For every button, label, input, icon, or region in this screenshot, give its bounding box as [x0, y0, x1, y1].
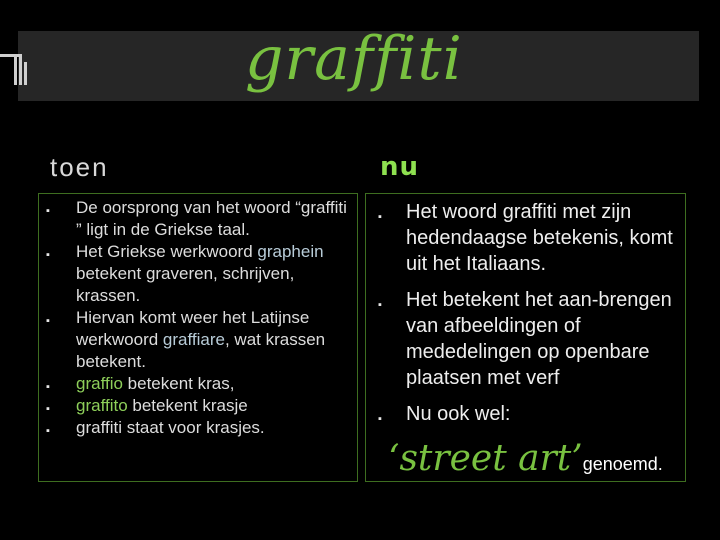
bullet-icon: ▪ — [378, 413, 382, 425]
list-item — [44, 417, 354, 439]
list-item — [44, 373, 354, 395]
bullet-icon: ▪ — [46, 381, 50, 393]
list-item-text: Het woord graffiti met zijn hedendaagse betekenis, komt uit het Italiaans. — [406, 201, 673, 275]
list-item — [44, 307, 354, 373]
bullet-icon: ▪ — [46, 249, 50, 261]
list-item-text: , wat krassen betekent. — [76, 330, 326, 371]
list-item-text: betekent kras, — [122, 374, 235, 393]
left-bullet-list — [44, 197, 354, 439]
list-item-text: graffiti staat voor krasjes. — [76, 418, 265, 437]
list-item-text: graffiare — [162, 330, 225, 349]
list-item-text: betekent krasje — [127, 396, 248, 415]
bullet-icon: ▪ — [46, 425, 50, 437]
list-item — [378, 287, 688, 391]
list-item-text: De oorsprong van het woord “graffiti ” ligt in de Griekse taal. — [76, 198, 347, 239]
street-art-tail: genoemd. — [582, 454, 663, 474]
street-art-quote: ‘street art’ — [388, 438, 583, 479]
street-art-line — [388, 438, 663, 479]
list-item — [378, 199, 688, 277]
list-item — [378, 401, 688, 427]
bullet-icon: ▪ — [378, 299, 382, 311]
bullet-icon: ▪ — [378, 211, 382, 223]
left-column-heading: toen — [50, 152, 109, 182]
list-item-text: graffio — [76, 374, 123, 393]
list-item-text: graphein — [257, 242, 324, 261]
list-item — [44, 241, 354, 307]
bullet-icon: ▪ — [46, 315, 50, 327]
page-title: graffiti — [245, 24, 463, 94]
list-item-text: Hiervan komt weer het Latijnse werkwoord — [76, 308, 310, 349]
right-column-heading: nu — [380, 152, 420, 182]
list-item-text: betekent graveren, schrijven, krassen. — [76, 264, 295, 305]
list-item-text: Nu ook wel: — [406, 403, 511, 425]
list-item — [44, 197, 354, 241]
list-item-text: Het betekent het aan-brengen van afbeeldingen of mededelingen op openbare plaatsen met verf — [406, 289, 672, 389]
list-item-text: Het Griekse werkwoord — [76, 242, 258, 261]
right-bullet-list — [378, 199, 688, 437]
list-item-text: graffito — [76, 396, 128, 415]
bullet-icon: ▪ — [46, 205, 50, 217]
bullet-icon: ▪ — [46, 403, 50, 415]
corner-decoration — [0, 48, 30, 88]
list-item — [44, 395, 354, 417]
